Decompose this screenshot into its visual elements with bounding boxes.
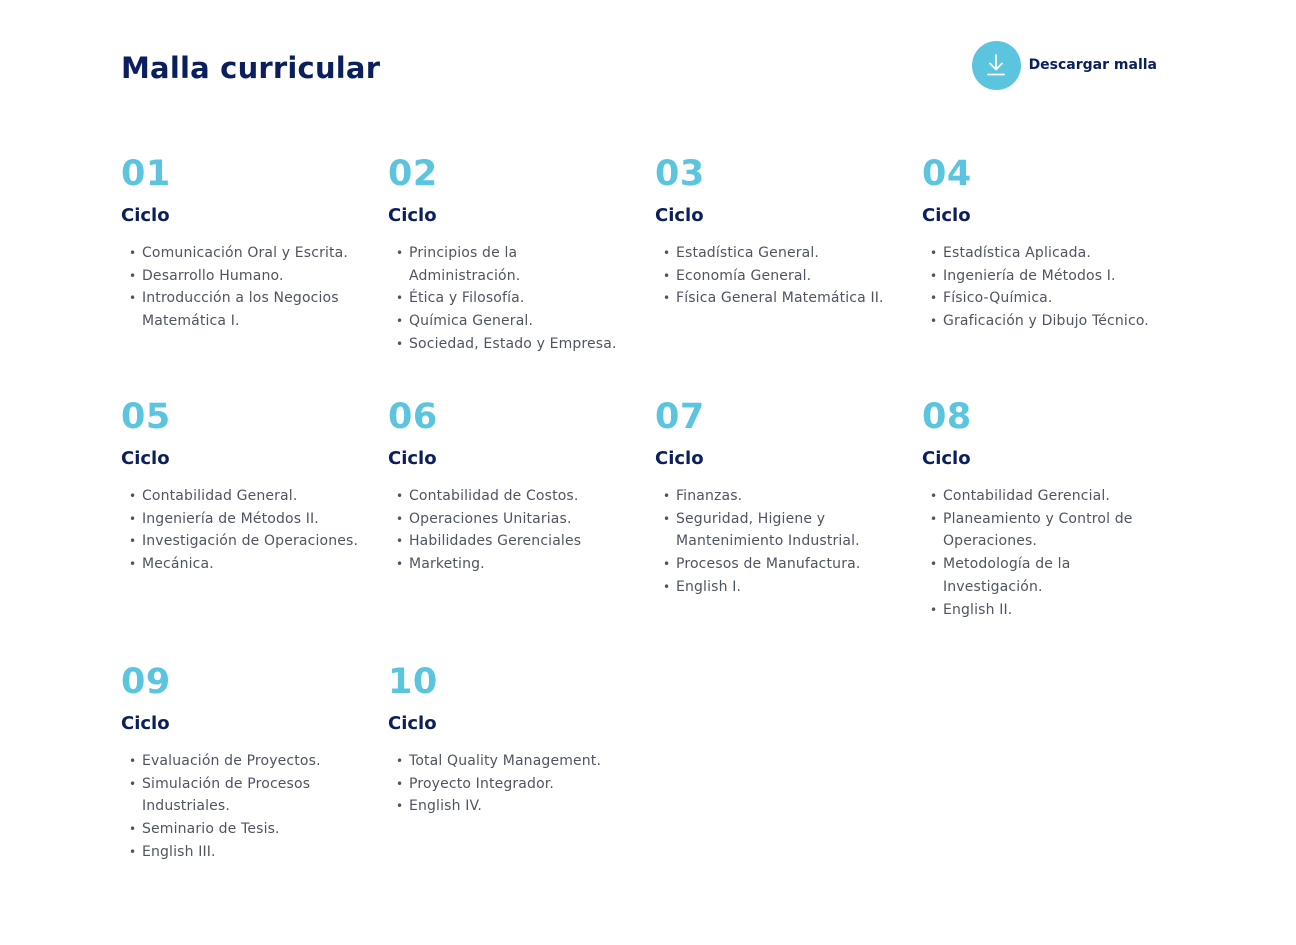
cycle-card	[388, 152, 643, 356]
course-item: • Finanzas.	[663, 488, 743, 504]
course-item: • Físico-Química.	[930, 290, 1053, 307]
course-item: • Operaciones Unitarias.	[396, 510, 572, 527]
cycle-number: 05	[121, 397, 171, 437]
course-item: • Comunicación Oral y Escrita.	[129, 245, 348, 261]
course-item: • English I.	[663, 578, 742, 595]
course-list	[655, 485, 910, 599]
cycle-card	[922, 395, 1177, 621]
course-item: • Graficación y Dibujo Técnico.	[930, 313, 1149, 330]
course-item: • Contabilidad General.	[129, 488, 298, 504]
cycle-label: Ciclo	[655, 205, 704, 226]
page-header	[121, 48, 1157, 92]
cycle-number: 08	[922, 397, 972, 437]
course-item: • Estadística General.	[663, 245, 820, 261]
course-item: • Proyecto Integrador.	[396, 775, 555, 792]
cycle-label: Ciclo	[388, 713, 437, 734]
download-label[interactable]: Descargar malla	[1028, 57, 1157, 73]
course-item: • Economía General.	[663, 267, 812, 284]
cycle-label: Ciclo	[922, 205, 971, 226]
course-item: • Total Quality Management.	[396, 753, 602, 769]
course-item: • Física General Matemática II.	[663, 290, 884, 307]
cycle-label: Ciclo	[121, 713, 170, 734]
cycle-number: 02	[388, 154, 438, 194]
course-item: • Planeamiento y Control de Operaciones.	[930, 510, 1133, 550]
course-item: • English III.	[129, 843, 216, 860]
course-list	[388, 750, 643, 818]
course-item: • Estadística Aplicada.	[930, 245, 1091, 261]
course-list	[655, 242, 910, 310]
course-list	[922, 485, 1177, 621]
cycle-label: Ciclo	[121, 448, 170, 469]
cycle-card	[922, 152, 1177, 333]
course-item: • Habilidades Gerenciales	[396, 533, 582, 550]
cycle-label: Ciclo	[388, 205, 437, 226]
course-list	[121, 750, 376, 864]
cycle-number: 03	[655, 154, 705, 194]
cycle-number: 01	[121, 154, 171, 194]
cycle-card	[121, 152, 376, 333]
page-title: Malla curricular	[121, 51, 381, 85]
course-item: • Mecánica.	[129, 556, 214, 573]
cycle-number: 04	[922, 154, 972, 194]
course-item: • Seminario de Tesis.	[129, 821, 280, 838]
cycle-number: 07	[655, 397, 705, 437]
course-item: • English IV.	[396, 798, 483, 815]
course-item: • Contabilidad de Costos.	[396, 488, 579, 504]
cycle-number: 10	[388, 662, 438, 702]
course-list	[922, 242, 1177, 333]
course-item: • Seguridad, Higiene y Mantenimiento Industrial.	[663, 510, 860, 550]
course-item: • Principios de la Administración.	[396, 245, 521, 284]
course-item: • Química General.	[396, 313, 534, 330]
download-icon[interactable]	[972, 41, 1021, 90]
course-item: • Ingeniería de Métodos I.	[930, 267, 1116, 284]
cycle-label: Ciclo	[121, 205, 170, 226]
course-list	[388, 242, 643, 356]
course-list	[388, 485, 643, 576]
cycle-card	[655, 395, 910, 599]
cycle-card	[121, 395, 376, 576]
course-list	[121, 485, 376, 576]
cycle-number: 09	[121, 662, 171, 702]
course-item: • Contabilidad Gerencial.	[930, 488, 1110, 504]
cycle-label: Ciclo	[655, 448, 704, 469]
course-item: • Ingeniería de Métodos II.	[129, 510, 319, 527]
course-item: • Procesos de Manufactura.	[663, 556, 861, 573]
course-item: • Simulación de Procesos Industriales.	[129, 775, 311, 815]
course-item: • Investigación de Operaciones.	[129, 533, 359, 550]
course-item: • Ética y Filosofía.	[396, 290, 525, 307]
download-button[interactable]	[972, 40, 1157, 90]
course-item: • Evaluación de Proyectos.	[129, 753, 321, 769]
course-item: • Desarrollo Humano.	[129, 267, 284, 284]
course-item: • Marketing.	[396, 556, 485, 573]
cycle-card	[655, 152, 910, 310]
course-list	[121, 242, 376, 333]
cycle-label: Ciclo	[388, 448, 437, 469]
cycle-card	[388, 660, 643, 818]
course-item: • English II.	[930, 601, 1013, 618]
cycle-label: Ciclo	[922, 448, 971, 469]
cycle-number: 06	[388, 397, 438, 437]
cycle-card	[121, 660, 376, 864]
cycle-card	[388, 395, 643, 576]
course-item: • Introducción a los Negocios Matemática I.	[129, 290, 339, 330]
course-item: • Metodología de la Investigación.	[930, 556, 1071, 595]
course-item: • Sociedad, Estado y Empresa.	[396, 335, 617, 352]
